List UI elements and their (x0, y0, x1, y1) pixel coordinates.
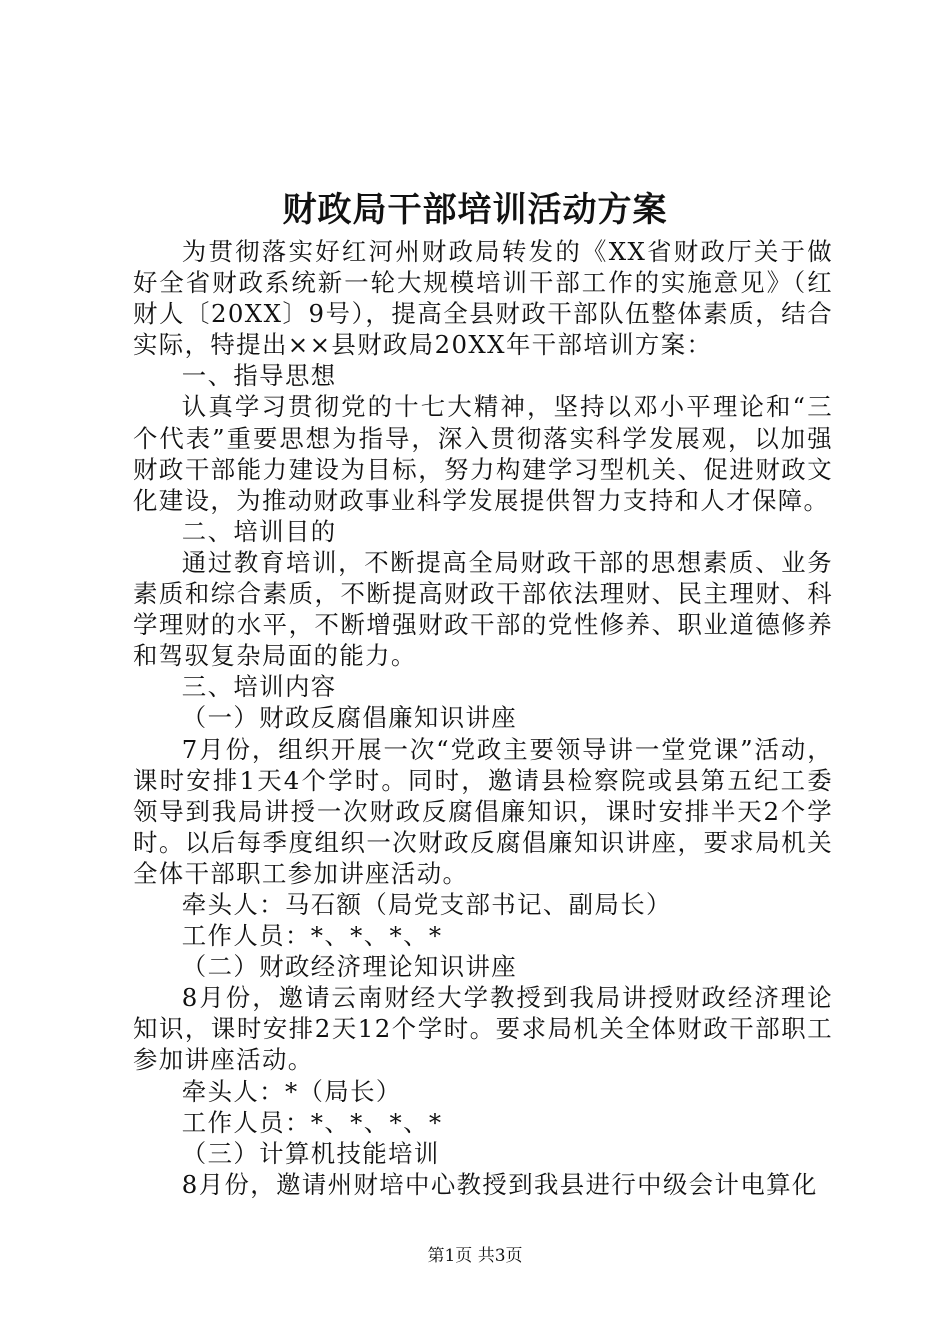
anticorruption-leader: 牵头人：马石额（局党支部书记、副局长） (181, 889, 672, 919)
economic-theory-staff: 工作人员：*、*、*、* (181, 1107, 443, 1137)
intro-paragraph: 为贯彻落实好红河州财政局转发的《XX省财政厅关于做好全省财政系统新一轮大规模培训干部工作的实施意见》（红财人〔20XX〕9号），提高全县财政干部队伍整体素质，结合实际，特提出××县财政局20XX年干部培训方案： (133, 237, 833, 360)
section-heading-training-content: 三、培训内容 (181, 672, 337, 702)
economic-theory-leader: 牵头人：*（局长） (181, 1076, 402, 1106)
subsection-heading-computer-skills: （三）计算机技能培训 (181, 1138, 440, 1168)
document-body (133, 236, 833, 1200)
subsection-heading-anticorruption: （一）财政反腐倡廉知识讲座 (181, 703, 518, 733)
guiding-ideology-paragraph: 认真学习贯彻党的十七大精神，坚持以邓小平理论和“三个代表”重要思想为指导，深入贯彻落实科学发展观，以加强财政干部能力建设为目标，努力构建学习型机关、促进财政文化建设，为推动财政事业科学发展提供智力支持和人才保障。 (133, 392, 833, 515)
anticorruption-paragraph: 7月份，组织开展一次“党政主要领导讲一堂党课”活动，课时安排1天4个学时。同时，邀请县检察院或县第五纪工委领导到我局讲授一次财政反腐倡廉知识，课时安排半天2个学时。以后每季度组织一次财政反腐倡廉知识讲座，要求局机关全体干部职工参加讲座活动。 (133, 734, 833, 888)
section-heading-guiding-ideology: 一、指导思想 (181, 361, 337, 391)
training-purpose-paragraph: 通过教育培训，不断提高全局财政干部的思想素质、业务素质和综合素质，不断提高财政干部依法理财、民主理财、科学理财的水平，不断增强财政干部的党性修养、职业道德修养和驾驭复杂局面的能力。 (133, 547, 833, 671)
section-heading-training-purpose: 二、培训目的 (181, 516, 337, 546)
document-title: 财政局干部培训活动方案 (282, 190, 668, 230)
anticorruption-staff: 工作人员：*、*、*、* (181, 921, 443, 951)
economic-theory-paragraph: 8月份，邀请云南财经大学教授到我局讲授财政经济理论知识，课时安排2天12个学时。要求局机关全体财政干部职工参加讲座活动。 (133, 983, 833, 1075)
page-footer: 第1页 共3页 (427, 1246, 523, 1266)
subsection-heading-economic-theory: （二）财政经济理论知识讲座 (181, 952, 518, 982)
computer-skills-paragraph: 8月份，邀请州财培中心教授到我县进行中级会计电算化 (181, 1169, 818, 1199)
